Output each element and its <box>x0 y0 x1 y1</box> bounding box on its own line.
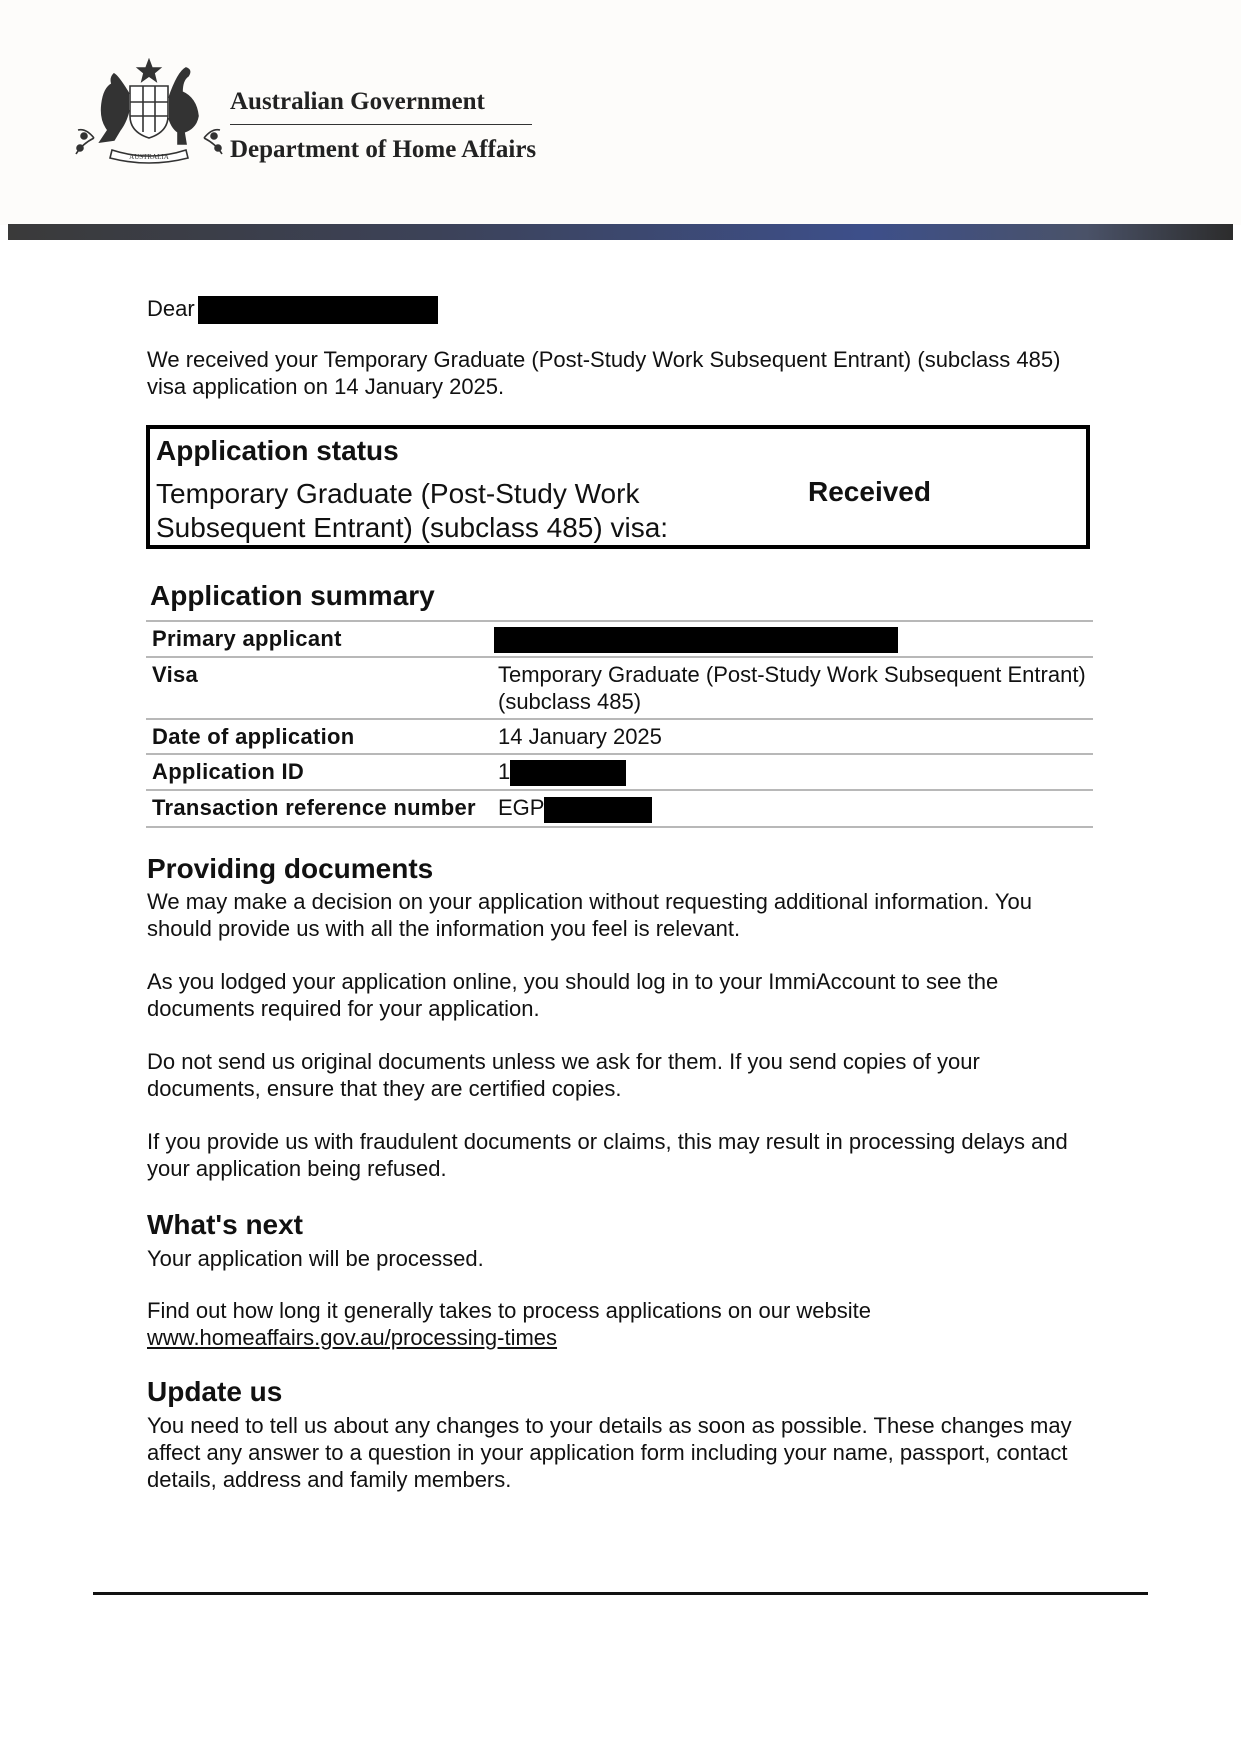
footer-divider <box>93 1592 1148 1595</box>
providing-paragraph: As you lodged your application online, you should log in to your ImmiAccount to see the documents required for your application. <box>147 969 999 1021</box>
header-color-bar <box>8 224 1233 240</box>
department-name: Department of Home Affairs <box>230 136 537 163</box>
application-summary-table <box>146 620 1093 828</box>
redacted-name <box>198 296 438 324</box>
svg-text:AUSTRALIA: AUSTRALIA <box>129 153 169 161</box>
application-status-box <box>146 425 1090 549</box>
row-value: 1 <box>492 754 1093 790</box>
salutation-text: Dear <box>147 296 195 321</box>
coat-of-arms-icon <box>74 58 224 166</box>
processing-times-text: Find out how long it generally takes to process applications on our website <box>147 1298 871 1323</box>
table-row <box>146 754 1093 790</box>
status-visa-label: Temporary Graduate (Post-Study Work Subsequent Entrant) (subclass 485) visa: <box>156 478 669 543</box>
row-label: Application ID <box>146 754 492 790</box>
row-label: Primary applicant <box>146 621 492 657</box>
update-us-text: You need to tell us about any changes to your details as soon as possible. These changes may affect any answer to a question in your application form including your name, passport, contact details, address and family members. <box>147 1413 1072 1492</box>
intro-text: We received your Temporary Graduate (Post-Study Work Subsequent Entrant) (subclass 485) visa application on 14 January 2025. <box>147 347 1061 399</box>
status-title: Application status <box>156 435 399 466</box>
table-row <box>146 621 1093 657</box>
row-value: 14 January 2025 <box>492 719 1093 754</box>
salutation <box>147 295 1094 324</box>
letterhead <box>0 0 1241 225</box>
processing-times-paragraph <box>147 1297 1094 1351</box>
processing-times-link[interactable]: www.homeaffairs.gov.au/processing-times <box>147 1325 558 1350</box>
table-row <box>146 719 1093 754</box>
whats-next-heading: What's next <box>147 1209 304 1240</box>
row-value <box>492 621 1093 657</box>
intro-paragraph <box>147 346 1094 400</box>
table-row <box>146 790 1093 826</box>
org-name: Australian Government <box>230 88 485 115</box>
row-value: EGP <box>492 790 1093 826</box>
table-row <box>146 657 1093 719</box>
update-us-heading: Update us <box>147 1376 283 1407</box>
row-label: Date of application <box>146 719 492 754</box>
row-label: Visa <box>146 657 492 719</box>
redacted-application-id <box>510 760 626 786</box>
redacted-transaction-ref <box>544 797 652 823</box>
row-value: Temporary Graduate (Post-Study Work Subsequent Entrant) (subclass 485) <box>492 657 1093 719</box>
redacted-applicant <box>494 627 898 653</box>
providing-paragraph: We may make a decision on your application without requesting additional information. You should provide us with all the information you feel is relevant. <box>147 889 1033 941</box>
providing-documents-heading: Providing documents <box>147 853 434 884</box>
summary-title: Application summary <box>150 580 435 611</box>
whats-next-text: Your application will be processed. <box>147 1246 484 1271</box>
providing-paragraph: If you provide us with fraudulent documents or claims, this may result in processing delays and your application being refused. <box>147 1129 1068 1181</box>
letterhead-divider <box>230 124 532 125</box>
status-value: Received <box>808 476 931 507</box>
row-label: Transaction reference number <box>146 790 492 826</box>
providing-paragraph: Do not send us original documents unless we ask for them. If you send copies of your documents, ensure that they are certified copies. <box>147 1049 980 1101</box>
